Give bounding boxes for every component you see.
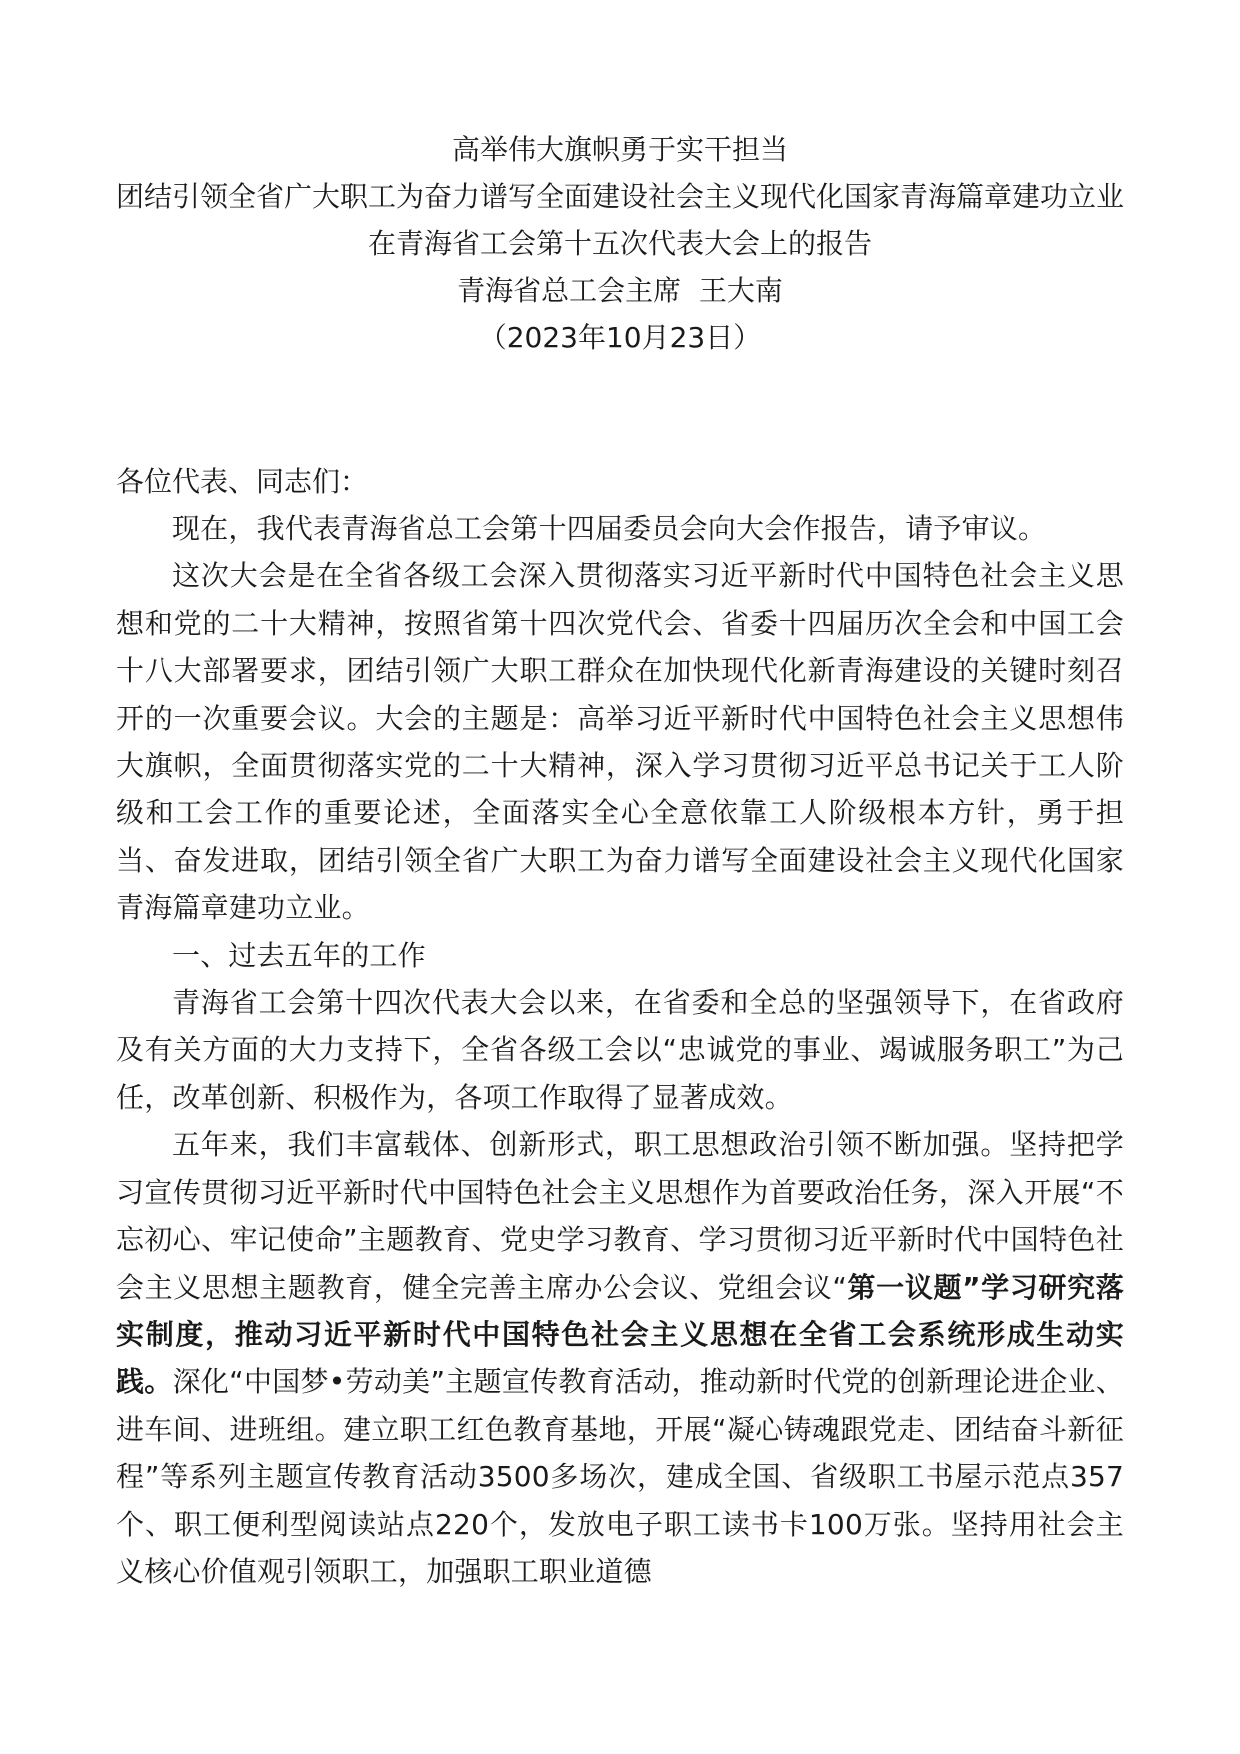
- report-date: （2023年10月23日）: [478, 321, 762, 354]
- paragraph-intro: 现在，我代表青海省总工会第十四届委员会向大会作报告，请予审议。: [172, 512, 1047, 545]
- paragraph-text: 五年来，我们丰富载体、创新形式，职工思想政治引领不断加强。坚持把学习宣传贯彻习近平新时代中国特色社会主义思想作为首要政治任务，深入开展“不忘初心、牢记使命”主题教育、党史学习教育、学习贯彻习近平新时代中国特色社会主义思想主题教育，健全完善主席办公会议、党组会议“: [116, 1128, 1124, 1304]
- report-author: 青海省总工会主席 王大南: [457, 274, 783, 307]
- paragraph-achievements-summary: 青海省工会第十四次代表大会以来，在省委和全总的坚强领导下，在省政府及有关方面的大力支持下，全省各级工会以“忠诚党的事业、竭诚服务职工”为己任，改革创新、积极作为，各项工作取得了显著成效。: [116, 986, 1124, 1114]
- paragraph-meeting-theme: 这次大会是在全省各级工会深入贯彻落实习近平新时代中国特色社会主义思想和党的二十大精神，按照省第十四次党代会、省委十四届历次全会和中国工会十八大部署要求，团结引领广大职工群众在加快现代化新青海建设的关键时刻召开的一次重要会议。大会的主题是：高举习近平新时代中国特色社会主义思想伟大旗帜，全面贯彻落实党的二十大精神，深入学习贯彻习近平总书记关于工人阶级和工会工作的重要论述，全面落实全心全意依靠工人阶级根本方针，勇于担当、奋发进取，团结引领全省广大职工为奋力谱写全面建设社会主义现代化国家青海篇章建功立业。: [116, 559, 1124, 925]
- paragraph-ideological-guidance: [116, 1121, 1124, 1595]
- report-body: [116, 458, 1124, 1595]
- section-heading-past-five-years: 一、过去五年的工作: [172, 938, 426, 972]
- subtitle: 团结引领全省广大职工为奋力谱写全面建设社会主义现代化国家青海篇章建功立业: [116, 180, 1125, 213]
- report-title-block: [116, 126, 1124, 361]
- main-title: 高举伟大旗帜勇于实干担当: [451, 133, 788, 166]
- report-occasion: 在青海省工会第十五次代表大会上的报告: [367, 227, 872, 260]
- bold-emphasis: 第一议题”学习研究落实制度，推动习近平新时代中国特色社会主义思想在全省工会系统形成生动实践。: [116, 1270, 1125, 1399]
- paragraph-text-continued: 深化“中国梦•劳动美”主题宣传教育活动，推动新时代党的创新理论进企业、进车间、进班组。建立职工红色教育基地，开展“凝心铸魂跟党走、团结奋斗新征程”等系列主题宣传教育活动3500多场次，建成全国、省级职工书屋示范点357个、职工便利型阅读站点220个，发放电子职工读书卡100万张。坚持用社会主义核心价值观引领职工，加强职工职业道德: [116, 1365, 1125, 1588]
- salutation: 各位代表、同志们：: [116, 465, 369, 498]
